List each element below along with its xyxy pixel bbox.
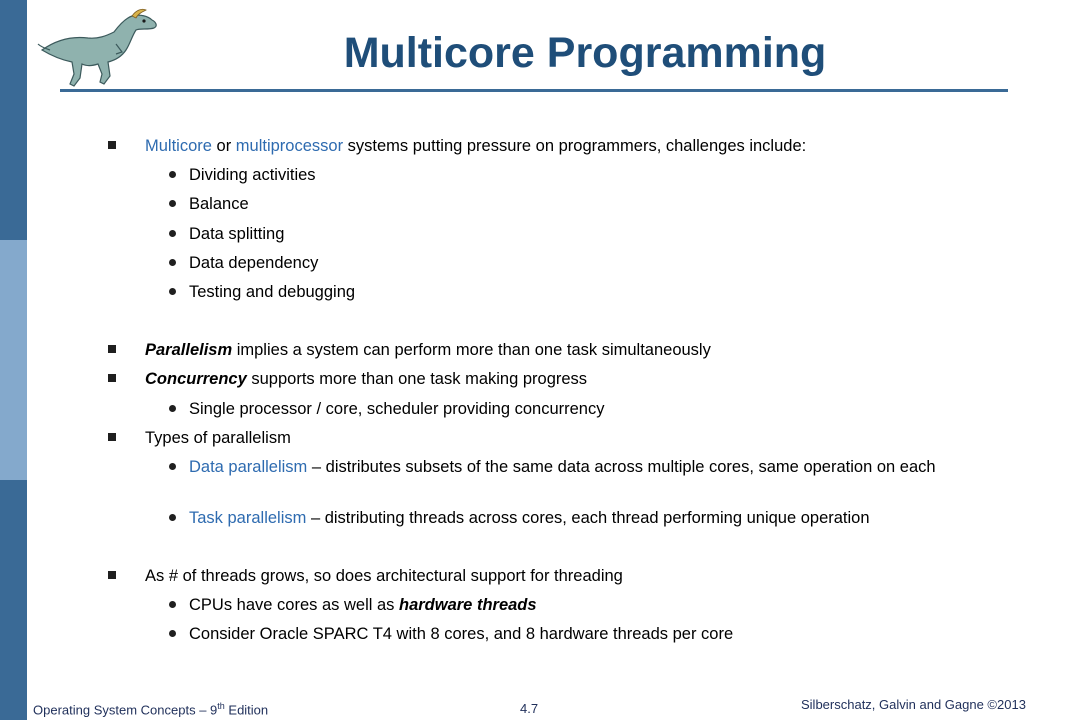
sub-bullet-oracle-sparc: Consider Oracle SPARC T4 with 8 cores, and 8 hardware threads per core: [189, 625, 734, 643]
round-bullet-icon: [169, 630, 176, 637]
text-data-parallelism-desc: – distributes subsets of the same data across multiple cores, same operation on each: [307, 458, 936, 476]
sub-bullet-balance: Balance: [189, 195, 249, 213]
text-parallelism-desc: implies a system can perform more than one task simultaneously: [232, 341, 711, 359]
term-data-parallelism: Data parallelism: [189, 458, 308, 476]
round-bullet-icon: [169, 601, 176, 608]
bullet-multicore: [145, 135, 806, 157]
bullet-threads-grow: As # of threads grows, so does architectural support for threading: [145, 567, 623, 585]
bullet-types-parallelism: Types of parallelism: [145, 429, 291, 447]
text-cpus-cores: CPUs have cores as well as: [189, 596, 399, 614]
sub-bullet-testing: Testing and debugging: [189, 283, 356, 301]
text-task-parallelism-desc: – distributing threads across cores, each thread performing unique operation: [306, 509, 870, 527]
round-bullet-icon: [169, 230, 176, 237]
footer-book-title-text: Operating System Concepts – 9: [33, 702, 218, 718]
round-bullet-icon: [169, 200, 176, 207]
sub-bullet-single-processor: Single processor / core, scheduler providing concurrency: [189, 400, 605, 418]
sub-bullet-data-parallelism: [189, 456, 989, 478]
sub-bullet-data-splitting: Data splitting: [189, 225, 285, 243]
round-bullet-icon: [169, 288, 176, 295]
square-bullet-icon: [108, 433, 116, 441]
round-bullet-icon: [169, 463, 176, 470]
footer-book-title: [33, 701, 268, 717]
term-task-parallelism: Task parallelism: [189, 509, 307, 527]
round-bullet-icon: [169, 171, 176, 178]
square-bullet-icon: [108, 345, 116, 353]
text-challenges: systems putting pressure on programmers, challenges include:: [343, 137, 807, 155]
term-multicore: Multicore: [145, 137, 212, 155]
footer-superscript: th: [217, 701, 225, 711]
round-bullet-icon: [169, 514, 176, 521]
bullet-concurrency: [145, 368, 587, 390]
sub-bullet-cpus-cores: [189, 594, 537, 616]
footer-copyright: Silberschatz, Galvin and Gagne ©2013: [801, 697, 1026, 712]
slide-title: Multicore Programming: [343, 29, 827, 77]
round-bullet-icon: [169, 259, 176, 266]
term-parallelism: Parallelism: [145, 341, 233, 359]
footer-page-number: 4.7: [520, 701, 539, 716]
sub-bullet-dividing: Dividing activities: [189, 166, 316, 184]
square-bullet-icon: [108, 141, 116, 149]
sub-bullet-data-dependency: Data dependency: [189, 254, 319, 272]
text-concurrency-desc: supports more than one task making progress: [246, 370, 588, 388]
footer-edition-text: Edition: [224, 702, 269, 718]
bullet-parallelism: [145, 339, 711, 361]
square-bullet-icon: [108, 571, 116, 579]
round-bullet-icon: [169, 405, 176, 412]
square-bullet-icon: [108, 374, 116, 382]
term-multiprocessor: multiprocessor: [235, 137, 344, 155]
sub-bullet-task-parallelism: [189, 507, 870, 529]
term-concurrency: Concurrency: [145, 370, 247, 388]
text-or: or: [211, 137, 236, 155]
term-hardware-threads: hardware threads: [399, 596, 537, 614]
